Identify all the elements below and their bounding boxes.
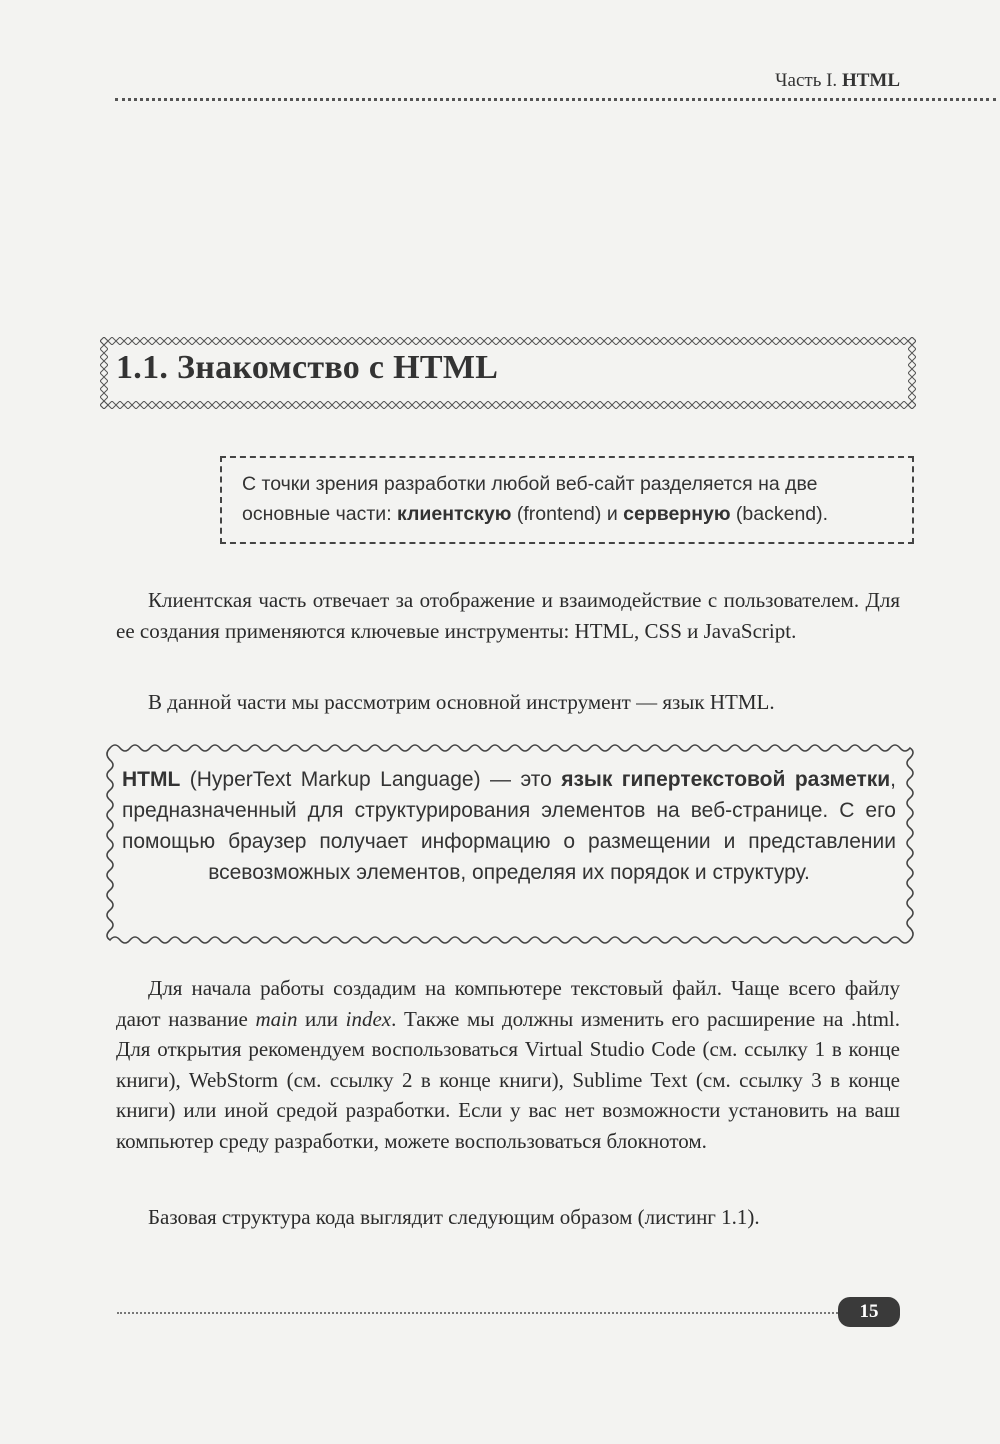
paragraph-3-text-1: Для начала работы создадим на компьютере текстовый файл. Чаще всего файлу дают название [116, 976, 900, 1031]
paragraph-getting-started [116, 973, 900, 1156]
paragraph-listing-intro [116, 1202, 900, 1233]
callout-bold-client: клиентскую [397, 503, 512, 525]
callout-text-2: (frontend) и [511, 503, 624, 525]
paragraph-3-italic-main: main [255, 1006, 298, 1031]
paragraph-html-intro [116, 687, 900, 718]
section-title-box [100, 337, 916, 409]
definition-bold-html: HTML [122, 768, 181, 791]
definition-text-1: (HyperText Markup Language) — это [180, 768, 562, 791]
header-divider [115, 98, 996, 101]
page-number-badge: 15 [838, 1297, 900, 1327]
intro-callout [220, 456, 914, 544]
running-header [775, 70, 900, 92]
paragraph-3-text-3: . Также мы должны изменить его расширение на .html. Для открытия рекомендуем воспользоваться Virtual Studio Code (см. ссылку 1 в конце книги), WebStorm (см. ссылку 2 в конце книги), Sublime Text (см. ссылку 3 в конце книги) или иной средой разработки. Если у вас нет возможности установить на ваш компьютер среду разработки, можете воспользоваться блокнотом. [116, 1006, 900, 1153]
definition-bold-markup: язык гипертекстовой разметки [561, 768, 891, 791]
callout-text-1: С точки зрения разработки любой веб-сайт разделяется на две основные части: [242, 473, 818, 525]
paragraph-1-text: Клиентская часть отвечает за отображение и взаимодействие с пользователем. Для ее создания применяются ключевые инструменты: HTML, CSS и JavaScript. [116, 588, 900, 643]
paragraph-3-text-2: или [297, 1006, 346, 1031]
definition-text [122, 764, 896, 888]
paragraph-4-text: Базовая структура кода выглядит следующим образом (листинг 1.1). [148, 1205, 760, 1229]
header-part-label: Часть I. [775, 70, 838, 91]
paragraph-2-text: В данной части мы рассмотрим основной инструмент — язык HTML. [148, 690, 775, 714]
callout-bold-server: серверную [623, 503, 731, 525]
definition-box [100, 740, 918, 948]
callout-text-3: (backend). [730, 503, 829, 525]
definition-text-2: , предназначенный для структурирования элементов на веб-странице. С его помощью браузер получает информацию о размещении и представлении всевозможных элементов, определяя их порядок и структуру. [122, 768, 896, 884]
section-title: 1.1. Знакомство с HTML [116, 349, 499, 386]
header-part-title: HTML [841, 70, 900, 91]
paragraph-3-italic-index: index [345, 1006, 392, 1031]
paragraph-client-side [116, 585, 900, 646]
footer-divider [117, 1312, 842, 1314]
